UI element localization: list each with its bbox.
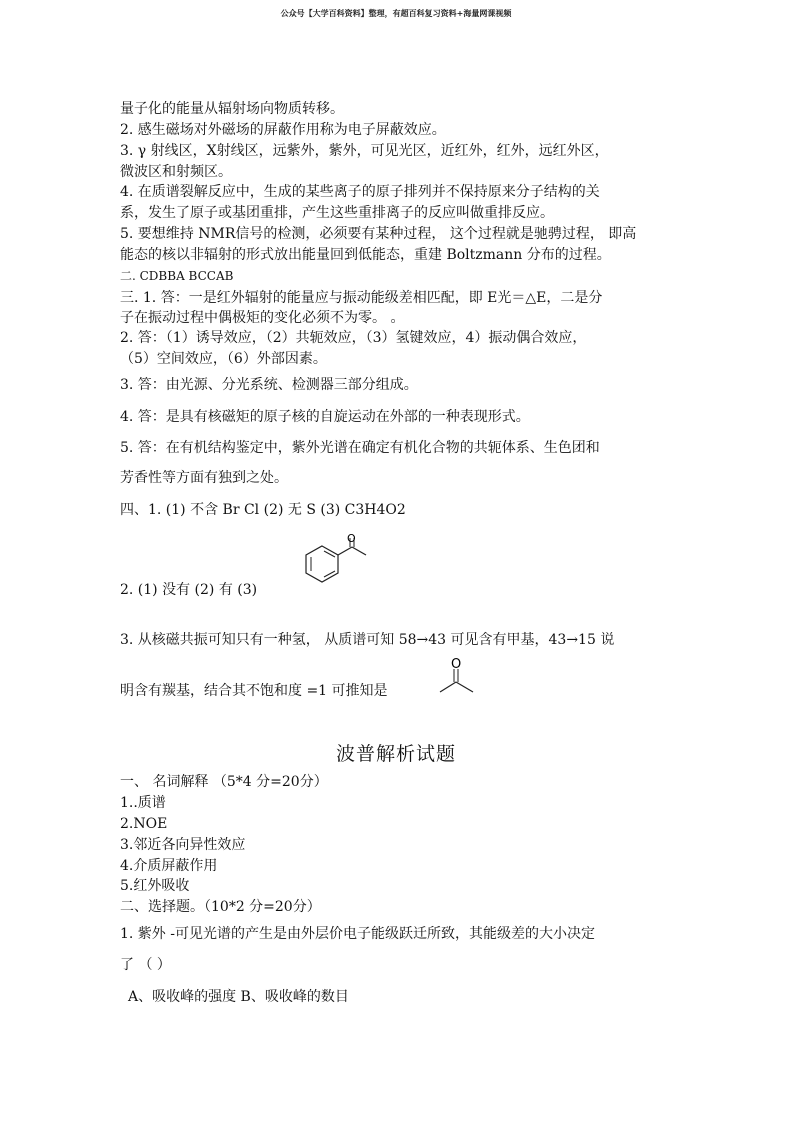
question-text: 了 （ ） xyxy=(120,957,171,973)
text-line: 三. 1. 答：一是红外辐射的能量应与振动能级差相匹配，即 E光＝△E，二是分 xyxy=(120,290,603,306)
list-item: 2.NOE xyxy=(120,816,168,832)
text-line: 芳香性等方面有独到之处。 xyxy=(120,470,288,486)
text-line: 4. 在质谱裂解反应中，生成的某些离子的原子排列并不保持原来分子结构的关 xyxy=(120,184,600,200)
oxygen-label: O xyxy=(347,532,356,545)
text-line: 量子化的能量从辐射场向物质转移。 xyxy=(120,101,344,117)
text-line: 2. 感生磁场对外磁场的屏蔽作用称为电子屏蔽效应。 xyxy=(120,122,446,138)
text-line: 明含有羰基，结合其不饱和度 =1 可推知是 xyxy=(120,683,388,699)
list-item: 4.介质屏蔽作用 xyxy=(120,858,218,874)
text-line: 4. 答：是具有核磁矩的原子核的自旋运动在外部的一种表现形式。 xyxy=(120,409,530,425)
answer-line-section-2: 二. CDBBA BCCAB xyxy=(120,269,234,283)
text-line: 5. 答：在有机结构鉴定中，紫外光谱在确定有机化合物的共轭体系、生色团和 xyxy=(120,440,600,456)
page-header: 公众号【大学百科资料】整理，有超百科复习资料+海量网课视频 xyxy=(280,9,512,18)
text-line: 子在振动过程中偶极矩的变化必须不为零。 。 xyxy=(120,310,405,326)
oxygen-label: O xyxy=(451,657,462,672)
text-line: （5）空间效应，（6）外部因素。 xyxy=(120,351,327,367)
list-item: 3.邻近各向异性效应 xyxy=(120,837,246,853)
text-line: 系，发生了原子或基团重排，产生这些重排离子的反应叫做重排反应。 xyxy=(120,205,554,221)
text-line: 5. 要想维持 NMR信号的检测，必须要有某种过程， 这个过程就是驰骋过程， 即高 xyxy=(120,226,637,242)
text-line: 微波区和射频区。 xyxy=(120,164,232,180)
acetone-structure xyxy=(437,656,479,698)
answer-options: A、吸收峰的强度 B、吸收峰的数目 xyxy=(128,989,349,1005)
section-heading: 二、选择题。（10*2 分=20分） xyxy=(120,899,321,915)
text-line: 3. 答：由光源、分光系统、检测器三部分组成。 xyxy=(120,377,418,393)
list-item: 5.红外吸收 xyxy=(120,878,190,894)
text-line: 2. (1) 没有 (2) 有 (3) xyxy=(120,582,258,598)
list-item: 1..质谱 xyxy=(120,795,166,811)
text-line: 3. γ 射线区，X射线区，远紫外，紫外，可见光区，近红外，红外，远红外区， xyxy=(120,143,609,159)
acetophenone-structure xyxy=(300,532,378,594)
text-line: 能态的核以非辐射的形式放出能量回到低能态，重建 Boltzmann 分布的过程。 xyxy=(120,247,611,263)
text-line: 四、1. (1) 不含 Br Cl (2) 无 S (3) C3H4O2 xyxy=(120,502,406,518)
exam-title: 波普解析试题 xyxy=(335,743,456,765)
text-line: 2. 答：（1）诱导效应，（2）共轭效应，（3）氢键效应，4）振动偶合效应， xyxy=(120,330,587,346)
question-text: 1. 紫外 -可见光谱的产生是由外层价电子能级跃迁所致，其能级差的大小决定 xyxy=(120,926,595,942)
section-heading: 一、 名词解释 （5*4 分=20分） xyxy=(120,774,328,790)
text-line: 3. 从核磁共振可知只有一种氢， 从质谱可知 58→43 可见含有甲基，43→15 说 xyxy=(120,632,615,648)
